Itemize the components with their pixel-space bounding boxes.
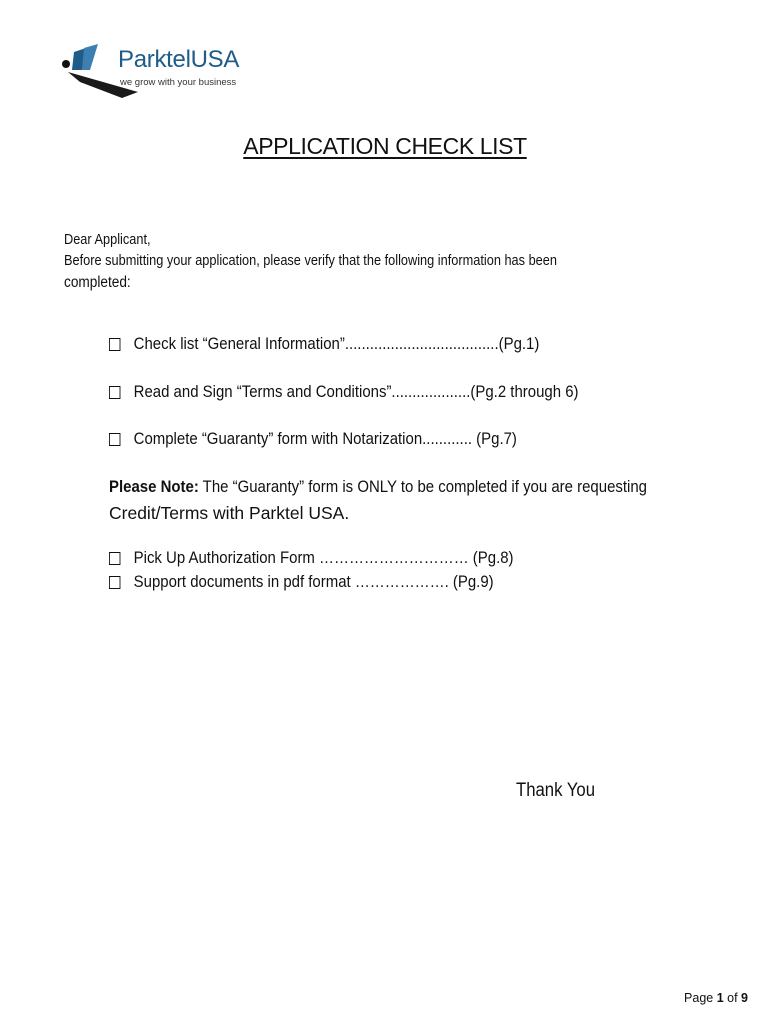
greeting: Dear Applicant, (64, 232, 151, 248)
checklist-item-label: Complete “Guaranty” form with Notarization............ (Pg.7) (133, 429, 517, 448)
intro-line: Before submitting your application, please verify that the following information has been (64, 253, 557, 269)
current-page: 1 (716, 991, 724, 1005)
note-line: Credit/Terms with Parktel USA. (109, 503, 350, 523)
checkbox[interactable] (109, 576, 120, 589)
page-prefix: Page (684, 991, 717, 1005)
checklist-item (109, 380, 672, 404)
checkbox[interactable] (109, 433, 120, 446)
logo-tagline: we grow with your business (120, 77, 237, 88)
document-title: APPLICATION CHECK LIST (243, 133, 527, 159)
note-line (109, 474, 743, 500)
company-logo (58, 40, 278, 104)
checklist-primary (109, 332, 749, 451)
checklist-item (109, 570, 672, 594)
checkbox[interactable] (109, 552, 120, 565)
checklist-secondary (109, 546, 749, 594)
checklist-item (109, 427, 672, 451)
closing-thank-you: Thank You (516, 780, 596, 801)
checklist-item-label: Pick Up Authorization Form ………………………… (Pg.8) (133, 548, 514, 567)
checklist-item-label: Support documents in pdf format ………………. (Pg.9) (133, 572, 494, 591)
note-label: Please Note: (109, 477, 199, 496)
checkbox[interactable] (109, 386, 120, 399)
note-text: The “Guaranty” form is ONLY to be completed if you are requesting (198, 477, 647, 496)
checkbox[interactable] (109, 338, 120, 351)
page-of: of (723, 991, 742, 1005)
page-number (684, 991, 748, 1005)
checklist-item (109, 332, 672, 356)
logo-brand-name: ParktelUSA (118, 46, 240, 73)
please-note (109, 474, 770, 526)
intro-paragraph (64, 230, 645, 293)
checklist-item-label: Read and Sign “Terms and Conditions”...................(Pg.2 through 6) (133, 382, 579, 401)
total-pages: 9 (741, 991, 748, 1005)
checklist-item (109, 546, 672, 570)
checklist-item-label: Check list “General Information”.....................................(Pg.1) (133, 334, 540, 353)
intro-line: completed: (64, 274, 131, 291)
